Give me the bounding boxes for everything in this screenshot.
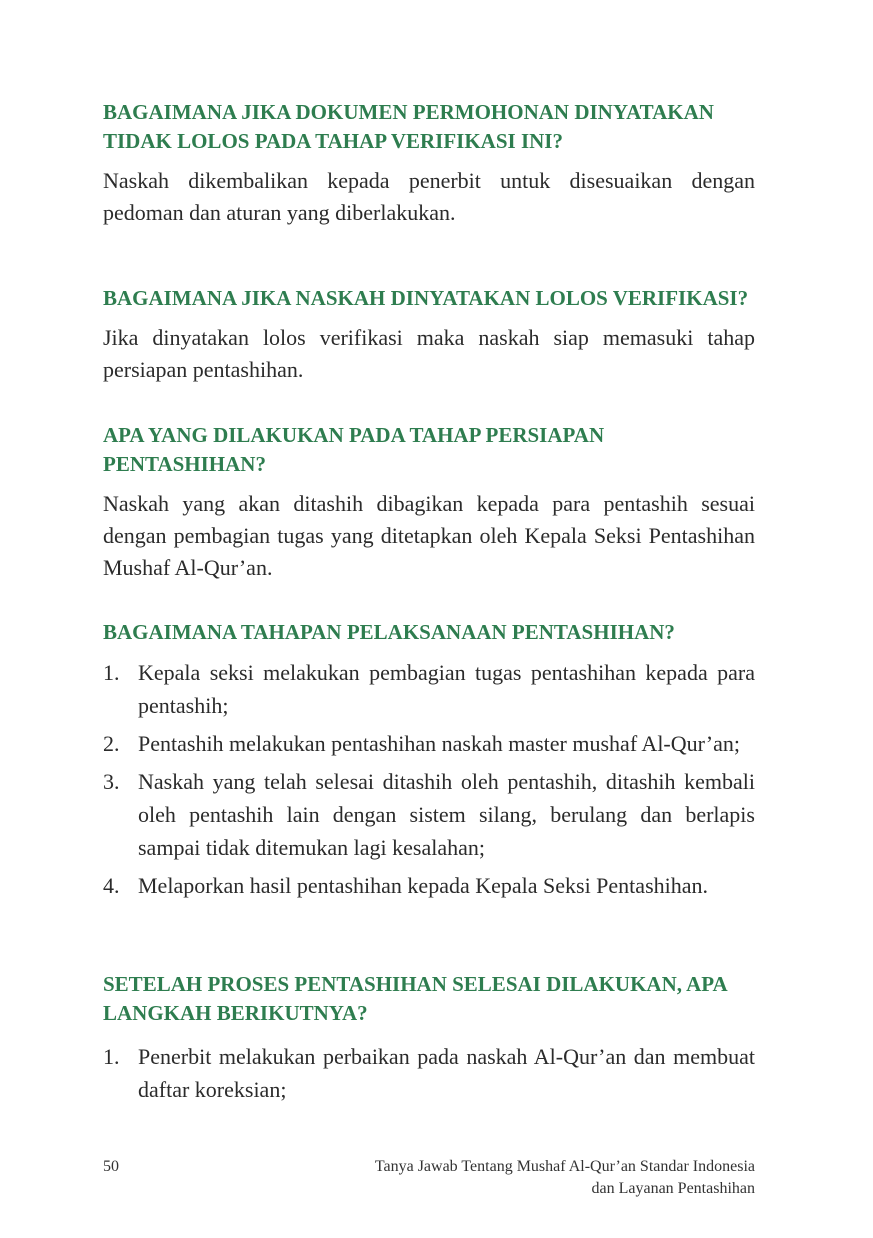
qa-section [103,970,755,1106]
list-text: Naskah yang telah selesai ditashih oleh pentashih, ditashih kembali oleh pentashih lain dengan sistem silang, berulang dan berlapis sampai tidak ditemukan lagi kesalahan; [138,769,755,860]
list-item [103,765,755,864]
qa-section [103,421,755,584]
list-item [103,656,755,722]
steps-list [103,1040,755,1106]
qa-section [103,618,755,902]
section-body: Naskah dikembalikan kepada penerbit untuk disesuaikan dengan pedoman dan aturan yang diberlakukan. [103,168,755,225]
list-number: 1. [103,660,120,685]
list-item [103,727,755,760]
section-heading: SETELAH PROSES PENTASHIHAN SELESAI DILAKUKAN, APA LANGKAH BERIKUTNYA? [103,972,728,1025]
list-text: Kepala seksi melakukan pembagian tugas pentashihan kepada para pentashih; [138,660,755,718]
section-heading: BAGAIMANA JIKA NASKAH DINYATAKAN LOLOS VERIFIKASI? [103,286,749,310]
list-number: 2. [103,731,120,756]
list-number: 1. [103,1044,120,1069]
book-title: Tanya Jawab Tentang Mushaf Al-Qur’an Standar Indonesia dan Layanan Pentashihan [374,1158,755,1197]
list-number: 3. [103,769,120,794]
qa-section [103,98,755,229]
steps-list [103,656,755,902]
page-number: 50 [103,1158,119,1175]
list-number: 4. [103,873,120,898]
section-heading: APA YANG DILAKUKAN PADA TAHAP PERSIAPAN PENTASHIHAN? [103,423,605,476]
section-body: Jika dinyatakan lolos verifikasi maka naskah siap memasuki tahap persiapan pentashihan. [103,325,755,382]
section-heading: BAGAIMANA JIKA DOKUMEN PERMOHONAN DINYATAKAN TIDAK LOLOS PADA TAHAP VERIFIKASI INI? [103,100,714,153]
list-text: Pentashih melakukan pentashihan naskah master mushaf Al-Qur’an; [138,731,740,756]
section-body: Naskah yang akan ditashih dibagikan kepada para pentashih sesuai dengan pembagian tugas yang ditetapkan oleh Kepala Seksi Pentashihan Mushaf Al-Qur’an. [103,491,755,580]
section-heading: BAGAIMANA TAHAPAN PELAKSANAAN PENTASHIHAN? [103,620,675,644]
list-text: Penerbit melakukan perbaikan pada naskah Al-Qur’an dan membuat daftar koreksian; [138,1044,755,1102]
list-item [103,869,755,902]
list-text: Melaporkan hasil pentashihan kepada Kepala Seksi Pentashihan. [138,873,709,898]
qa-section [103,284,755,386]
list-item [103,1040,755,1106]
